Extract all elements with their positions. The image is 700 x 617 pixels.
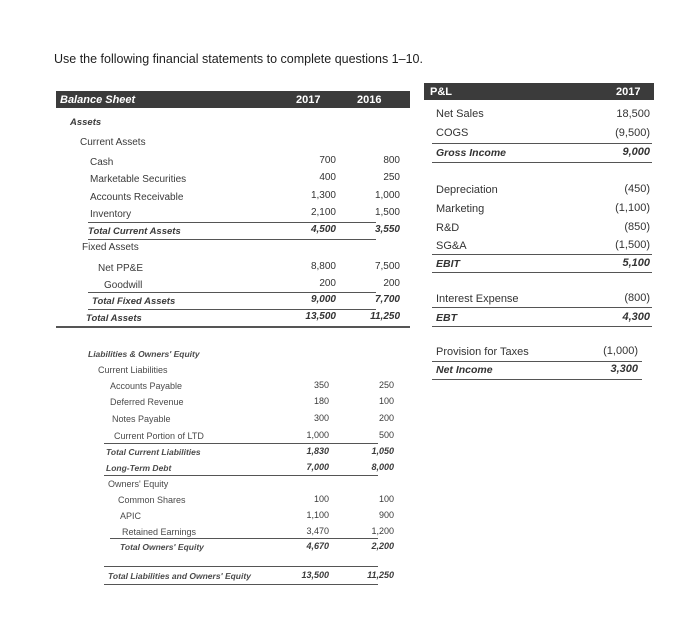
- bs-row-label: Total Assets: [86, 313, 142, 324]
- liab-row-label: Common Shares: [118, 495, 186, 505]
- divider-line: [432, 326, 652, 327]
- liab-row-label: APIC: [120, 511, 142, 521]
- liab-row-label: Deferred Revenue: [110, 397, 184, 407]
- divider-line: [432, 379, 642, 380]
- liab-row-2017: 100: [313, 494, 329, 504]
- pl-row-value: 4,300: [622, 311, 650, 323]
- pl-row-value: (9,500): [615, 127, 650, 139]
- liab-row-2016: 100: [378, 396, 394, 406]
- divider-line: [432, 162, 652, 163]
- bs-row-2017: 13,500: [305, 311, 336, 322]
- pl-title: P&L: [430, 86, 452, 98]
- liab-row-2016: 900: [378, 510, 394, 520]
- balance-sheet-title: Balance Sheet: [60, 94, 136, 106]
- divider-line: [56, 326, 410, 328]
- balance-sheet-col-2017: 2017: [296, 94, 321, 106]
- pl-row-label: Interest Expense: [436, 293, 519, 305]
- bs-row-2017: 8,800: [310, 261, 336, 272]
- divider-line: [432, 361, 642, 362]
- bs-row-2017: 9,000: [310, 294, 336, 305]
- liab-row-2016: 1,050: [371, 446, 394, 456]
- owners-equity-heading: Owners' Equity: [108, 479, 169, 489]
- bs-row-2016: 200: [383, 278, 400, 289]
- pl-row-label: EBIT: [436, 258, 460, 270]
- fixed-assets-heading: Fixed Assets: [82, 242, 139, 253]
- divider-line: [432, 272, 652, 273]
- liab-row-2017: 1,100: [306, 510, 329, 520]
- page-title: Use the following financial statements to complete questions 1–10.: [54, 52, 423, 66]
- bs-row-label: Total Fixed Assets: [92, 296, 176, 307]
- liab-row-2016: 250: [378, 380, 394, 390]
- pl-row-value: 5,100: [622, 257, 650, 269]
- bs-row-label: Goodwill: [104, 280, 143, 291]
- bs-row-2016: 1,500: [374, 207, 400, 218]
- pl-row-label: Gross Income: [436, 147, 507, 159]
- liab-row-2016: 1,200: [371, 526, 394, 536]
- bs-row-2017: 2,100: [310, 207, 336, 218]
- pl-row-label: Net Sales: [436, 108, 484, 120]
- liab-row-2016: 2,200: [371, 541, 394, 551]
- pl-col-2017: 2017: [616, 86, 641, 98]
- bs-row-2017: 200: [319, 278, 336, 289]
- bs-row-label: Cash: [90, 157, 114, 168]
- pl-row-label: Net Income: [436, 364, 493, 376]
- liab-row-2017: 4,670: [306, 541, 329, 551]
- pl-row-value: 9,000: [622, 146, 650, 158]
- bs-row-label: Net PP&E: [98, 263, 144, 274]
- liab-row-2017: 300: [313, 413, 329, 423]
- pl-row-value: 3,300: [610, 363, 638, 375]
- divider-line: [104, 475, 378, 476]
- liab-row-label: Retained Earnings: [122, 527, 197, 537]
- divider-line: [104, 566, 378, 567]
- pl-row-label: Depreciation: [436, 184, 498, 196]
- bs-row-label: Total Current Assets: [88, 226, 181, 237]
- pl-row-value: (850): [624, 221, 650, 233]
- bs-row-2016: 1,000: [374, 190, 400, 201]
- assets-heading: Assets: [70, 117, 102, 128]
- liab-row-2016: 200: [378, 413, 394, 423]
- divider-line: [88, 239, 376, 240]
- bs-row-2017: 1,300: [310, 190, 336, 201]
- liab-row-2017: 1,830: [306, 446, 329, 456]
- balance-sheet-col-2016: 2016: [357, 94, 382, 106]
- bs-row-2016: 250: [383, 172, 400, 183]
- liab-row-label: Accounts Payable: [110, 381, 183, 391]
- liab-row-2016: 500: [378, 430, 394, 440]
- bs-row-2016: 11,250: [370, 311, 400, 322]
- bs-row-label: Inventory: [90, 209, 132, 220]
- liab-row-label: Total Owners' Equity: [120, 542, 204, 552]
- pl-row-value: (450): [624, 183, 650, 195]
- liab-row-2016: 100: [378, 494, 394, 504]
- pl-row-label: R&D: [436, 222, 460, 234]
- bs-row-2016: 7,700: [374, 294, 400, 305]
- divider-line: [88, 309, 376, 310]
- divider-line: [432, 143, 652, 144]
- pl-row-value: 18,500: [616, 108, 650, 120]
- bs-row-2017: 400: [319, 172, 336, 183]
- pl-row-label: COGS: [436, 127, 469, 139]
- liab-row-2017: 1,000: [306, 430, 329, 440]
- pl-row-label: SG&A: [436, 240, 467, 252]
- divider-line: [432, 254, 652, 255]
- bs-row-2016: 800: [383, 155, 400, 166]
- pl-row-label: EBT: [436, 312, 457, 324]
- liab-row-label: Total Current Liabilities: [106, 447, 201, 457]
- liab-row-label: Long-Term Debt: [106, 463, 172, 473]
- divider-line: [110, 538, 378, 539]
- pl-row-value: (1,500): [615, 239, 650, 251]
- liabilities-heading: Liabilities & Owners' Equity: [88, 349, 200, 359]
- bs-row-label: Marketable Securities: [90, 174, 187, 185]
- current-assets-heading: Current Assets: [80, 137, 146, 148]
- current-liabilities-heading: Current Liabilities: [98, 365, 168, 375]
- liab-row-2017: 7,000: [306, 462, 329, 472]
- divider-line: [88, 292, 376, 293]
- pl-row-label: Provision for Taxes: [436, 346, 529, 358]
- liab-row-2017: 3,470: [306, 526, 329, 536]
- liab-row-2016: 8,000: [371, 462, 394, 472]
- pl-row-value: (800): [624, 292, 650, 304]
- total-liabilities-equity-label: Total Liabilities and Owners' Equity: [108, 571, 251, 581]
- pl-row-value: (1,000): [603, 345, 638, 357]
- liab-row-label: Notes Payable: [112, 414, 171, 424]
- divider-line: [104, 443, 378, 444]
- divider-line: [88, 222, 376, 223]
- pl-row-value: (1,100): [615, 202, 650, 214]
- total-liabilities-equity-2017: 13,500: [301, 570, 329, 580]
- pl-row-label: Marketing: [436, 203, 485, 215]
- liab-row-2017: 350: [313, 380, 329, 390]
- bs-row-2016: 7,500: [374, 261, 400, 272]
- divider-line: [432, 307, 652, 308]
- bs-row-2016: 3,550: [374, 224, 400, 235]
- bs-row-2017: 700: [319, 155, 336, 166]
- total-liabilities-equity-2016: 11,250: [367, 570, 394, 580]
- bs-row-label: Accounts Receivable: [90, 192, 184, 203]
- bs-row-2017: 4,500: [310, 224, 336, 235]
- liab-row-label: Current Portion of LTD: [114, 431, 204, 441]
- divider-line: [104, 584, 378, 585]
- liab-row-2017: 180: [313, 396, 329, 406]
